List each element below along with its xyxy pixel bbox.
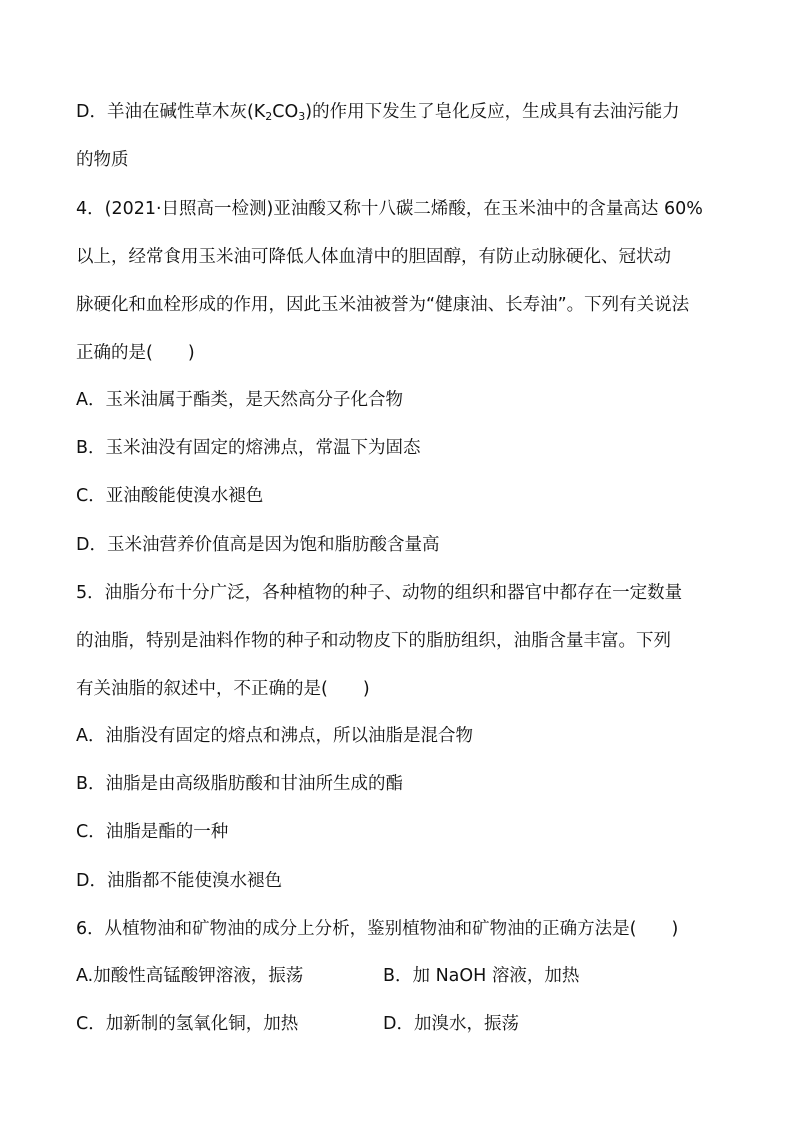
- question-4-option-b: B．玉米油没有固定的熔沸点，常温下为固态: [76, 438, 421, 458]
- question-5-line-1: 5．油脂分布十分广泛，各种植物的种子、动物的组织和器官中都存在一定数量: [76, 583, 683, 603]
- question-6-option-a: A.加酸性高锰酸钾溶液，振荡: [76, 966, 304, 986]
- question-4-line-2: 以上，经常食用玉米油可降低人体血清中的胆固醇，有防止动脉硬化、冠状动: [76, 247, 671, 267]
- question-4-option-c: C．亚油酸能使溴水褪色: [76, 486, 264, 506]
- question-5-line-2: 的油脂，特别是油料作物的种子和动物皮下的脂肪组织，油脂含量丰富。下列: [76, 631, 671, 651]
- question-6-stem: 6．从植物油和矿物油的成分上分析，鉴别植物油和矿物油的正确方法是( ): [76, 919, 679, 939]
- question-5-option-a: A．油脂没有固定的熔点和沸点，所以油脂是混合物: [76, 726, 473, 746]
- question-4-line-4: 正确的是( ): [76, 343, 195, 363]
- question-4-option-d: D．玉米油营养价值高是因为饱和脂肪酸含量高: [76, 535, 440, 555]
- question-5-option-c: C．油脂是酯的一种: [76, 822, 229, 842]
- question-5-line-3: 有关油脂的叙述中，不正确的是( ): [76, 679, 370, 699]
- prev-question-option-d: D．羊油在碱性草木灰$(K_2CO_3)$的作用下发生了皂化反应，生成具有去油污能力: [76, 102, 680, 123]
- prev-question-option-d-line2: 的物质: [76, 150, 129, 170]
- question-4-line-1: 4．(2021·日照高一检测)亚油酸又称十八碳二烯酸，在玉米油中的含量高达 60%: [76, 199, 703, 219]
- question-5-option-d: D．油脂都不能使溴水褪色: [76, 871, 282, 891]
- question-4-line-3: 脉硬化和血栓形成的作用，因此玉米油被誉为“健康油、长寿油”。下列有关说法: [76, 295, 690, 315]
- question-6-option-c: C．加新制的氢氧化铜，加热: [76, 1014, 299, 1034]
- question-5-option-b: B．油脂是由高级脂肪酸和甘油所生成的酯: [76, 774, 404, 794]
- question-6-option-d: D．加溴水，振荡: [383, 1014, 519, 1034]
- question-4-option-a: A．玉米油属于酯类，是天然高分子化合物: [76, 390, 403, 410]
- question-6-option-b: B．加 NaOH 溶液，加热: [383, 966, 580, 986]
